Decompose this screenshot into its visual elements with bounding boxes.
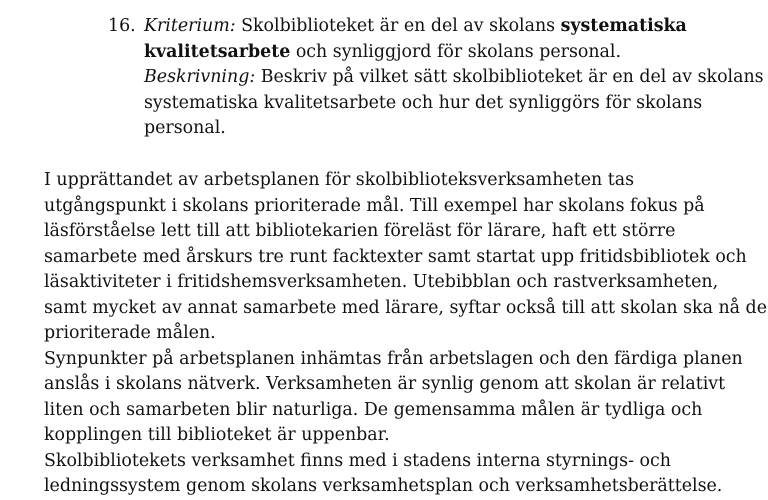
criterion-number: 16. <box>108 16 136 36</box>
criterion-block <box>108 14 764 142</box>
paragraph-line: läsaktiviteter i fritidshemsverksamheten. Utebibblan och rastverksamheten, <box>44 272 719 292</box>
paragraph-line: ledningssystem genom skolans verksamhetsplan och verksamhetsberättelse. <box>44 476 723 496</box>
paragraph-3 <box>44 449 759 500</box>
criterion-bold-2: kvalitetsarbete <box>144 41 291 62</box>
paragraph-line: utgångspunkt i skolans prioriterade mål. Till exempel har skolans fokus på <box>44 195 705 216</box>
description-label: Beskrivning: <box>144 67 256 87</box>
paragraph-line: I upprättandet av arbetsplanen för skolbiblioteksverksamheten tas <box>44 170 634 190</box>
description-line-3: personal. <box>144 118 226 138</box>
paragraph-line: läsförståelse lett till att bibliotekarien föreläst för lärare, haft ett större <box>44 221 676 241</box>
criterion-bold-1: systematiska <box>560 16 687 36</box>
paragraph-line: kopplingen till biblioteket är uppenbar. <box>44 425 390 445</box>
criterion-text-1: Skolbiblioteket är en del av skolans <box>235 16 561 36</box>
body-text <box>44 168 767 500</box>
description-line-2: systematiska kvalitetsarbete och hur det synliggörs för skolans <box>144 92 703 113</box>
paragraph-line: samarbete med årskurs tre runt facktexter samt startat upp fritidsbibliotek och <box>44 246 747 267</box>
paragraph-line: liten och samarbeten blir naturliga. De gemensamma målen är tydliga och <box>44 399 703 420</box>
criterion-line-1 <box>144 14 748 40</box>
paragraph-line: prioriterade målen. <box>44 323 216 343</box>
paragraph-1 <box>44 168 767 347</box>
description-line-1 <box>144 65 764 91</box>
criterion-line-2 <box>144 40 748 66</box>
criterion-label: Kriterium: <box>144 16 236 36</box>
paragraph-line: Skolbibliotekets verksamhet finns med i stadens interna styrnings- och <box>44 450 671 471</box>
paragraph-2 <box>44 347 759 449</box>
paragraph-line: Synpunkter på arbetsplanen inhämtas från arbetslagen och den färdiga planen <box>44 348 743 369</box>
description-text-1: Beskriv på vilket sätt skolbiblioteket är en del av skolans <box>255 67 764 87</box>
criterion-text-2: och synliggjord för skolans personal. <box>290 41 622 62</box>
criterion-body <box>144 14 764 142</box>
paragraph-line: samt mycket av annat samarbete med lärare, syftar också till att skolan ska nå de <box>44 297 767 318</box>
paragraph-line: anslås i skolans nätverk. Verksamheten är synlig genom att skolan är relativt <box>44 374 726 394</box>
